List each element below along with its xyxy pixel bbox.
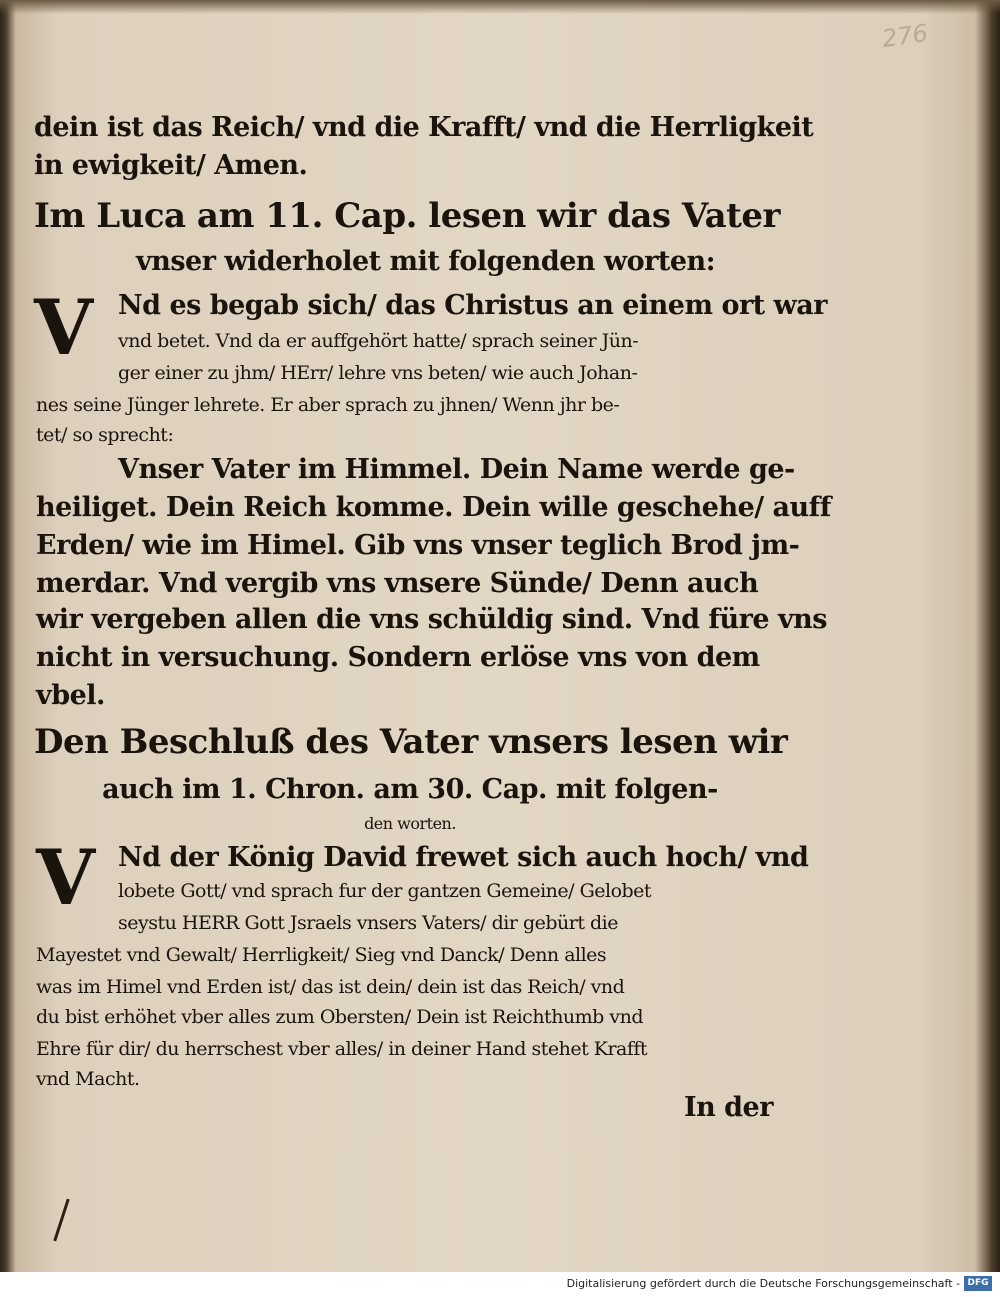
paragraph-2-line-5: was im Himel vnd Erden ist/ das ist dein/ dein ist das Reich/ vnd bbox=[36, 976, 625, 998]
dfg-logo: DFG bbox=[964, 1276, 992, 1291]
paragraph-1-line-4: nes seine Jünger lehrete. Er aber sprach zu jhnen/ Wenn jhr be- bbox=[36, 394, 620, 416]
heading-2-line-2: auch im 1. Chron. am 30. Cap. mit folgen- bbox=[102, 774, 718, 805]
prayer-line-2: heiliget. Dein Reich komme. Dein wille geschehe/ auff bbox=[36, 492, 831, 523]
ink-mark bbox=[53, 1199, 69, 1242]
prayer-line-5: wir vergeben allen die vns schüldig sind. Vnd füre vns bbox=[36, 604, 827, 635]
paragraph-2-line-3: seystu HERR Gott Jsraels vnsers Vaters/ dir gebürt die bbox=[118, 912, 618, 934]
heading-2-line-1: Den Beschluß des Vater vnsers lesen wir bbox=[34, 722, 788, 762]
paragraph-2-line-4: Mayestet vnd Gewalt/ Herrligkeit/ Sieg vnd Danck/ Denn alles bbox=[36, 944, 607, 966]
folio-number: 276 bbox=[880, 18, 930, 54]
heading-1-line-1: Im Luca am 11. Cap. lesen wir das Vater bbox=[34, 196, 780, 236]
digitization-footer bbox=[0, 1272, 1000, 1297]
heading-2-line-3: den worten. bbox=[364, 814, 456, 833]
prayer-line-7: vbel. bbox=[36, 680, 105, 711]
paragraph-2-line-2: lobete Gott/ vnd sprach fur der gantzen Gemeine/ Gelobet bbox=[118, 880, 652, 902]
paragraph-2-line-7: Ehre für dir/ du herrschest vber alles/ in deiner Hand stehet Krafft bbox=[36, 1038, 648, 1060]
footer-credit: Digitalisierung gefördert durch die Deutsche Forschungsgemeinschaft - bbox=[566, 1277, 960, 1290]
paragraph-2-line-8: vnd Macht. bbox=[36, 1068, 140, 1090]
paragraph-2-dropcap: V bbox=[36, 833, 95, 922]
opening-line-1: dein ist das Reich/ vnd die Krafft/ vnd die Herrligkeit bbox=[34, 112, 814, 143]
prayer-line-3: Erden/ wie im Himel. Gib vns vnser teglich Brod jm- bbox=[36, 530, 800, 561]
paragraph-1-line-2: vnd betet. Vnd da er auffgehört hatte/ sprach seiner Jün- bbox=[118, 330, 639, 352]
paragraph-2-line-1: Nd der König David frewet sich auch hoch/ vnd bbox=[118, 842, 809, 873]
opening-line-2: in ewigkeit/ Amen. bbox=[34, 150, 308, 181]
catchword: In der bbox=[684, 1092, 773, 1123]
paragraph-1-line-3: ger einer zu jhm/ HErr/ lehre vns beten/ wie auch Johan- bbox=[118, 362, 638, 384]
heading-1-line-2: vnser widerholet mit folgenden worten: bbox=[136, 246, 716, 277]
page-top-shade bbox=[0, 0, 1000, 14]
paragraph-1-line-5: tet/ so sprecht: bbox=[36, 424, 174, 446]
prayer-line-4: merdar. Vnd vergib vns vnsere Sünde/ Denn auch bbox=[36, 568, 759, 599]
prayer-line-1: Vnser Vater im Himmel. Dein Name werde ge- bbox=[118, 454, 795, 485]
prayer-line-6: nicht in versuchung. Sondern erlöse vns von dem bbox=[36, 642, 760, 673]
paragraph-1-line-1: Nd es begab sich/ das Christus an einem ort war bbox=[118, 290, 828, 321]
paragraph-2-line-6: du bist erhöhet vber alles zum Obersten/ Dein ist Reichthumb vnd bbox=[36, 1006, 644, 1028]
paragraph-1-dropcap: V bbox=[34, 283, 93, 372]
